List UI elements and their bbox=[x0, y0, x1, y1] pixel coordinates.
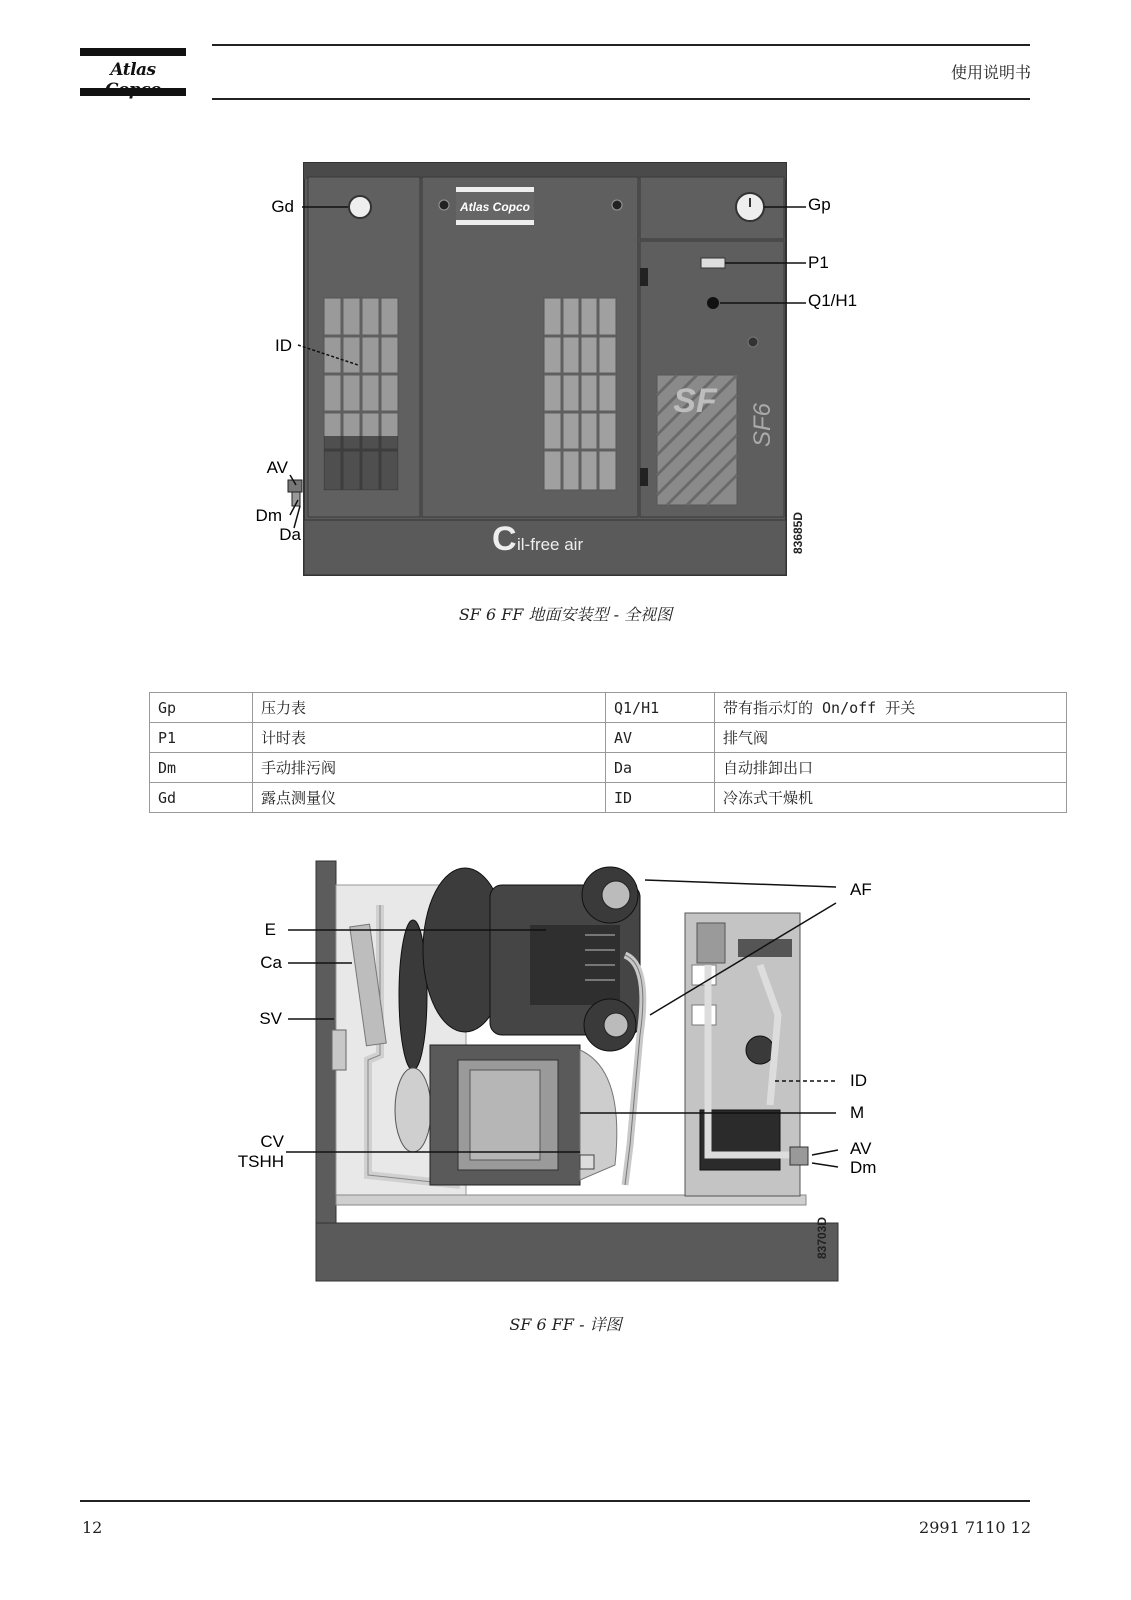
label-dm: Dm bbox=[255, 506, 282, 525]
page-number: 12 bbox=[82, 1518, 103, 1537]
legend-key: AV bbox=[606, 723, 715, 753]
dewpoint-gauge bbox=[349, 196, 371, 218]
panel-screw-right bbox=[612, 200, 622, 210]
table-row bbox=[150, 753, 1067, 783]
panel-logo: Atlas Copco bbox=[459, 200, 531, 214]
label-av: AV bbox=[266, 458, 288, 477]
label-ca: Ca bbox=[260, 953, 282, 972]
label-e: E bbox=[264, 920, 276, 939]
document-type: 使用说明书 bbox=[950, 63, 1031, 82]
motor-pulley bbox=[395, 1068, 431, 1152]
dryer-compressor bbox=[700, 1110, 780, 1170]
legend-value: 冷冻式干燥机 bbox=[715, 783, 1067, 813]
model-big-text: SF bbox=[673, 382, 717, 420]
legend-key: Gd bbox=[150, 783, 253, 813]
document-number: 2991 7110 12 bbox=[919, 1518, 1031, 1537]
figure1-caption: SF 6 FF 地面安装型 - 全视图 bbox=[458, 605, 673, 624]
label-sv: SV bbox=[259, 1009, 282, 1028]
legend-value: 计时表 bbox=[253, 723, 606, 753]
label-gd: Gd bbox=[271, 197, 294, 216]
legend-key: ID bbox=[606, 783, 715, 813]
label-cv: CV bbox=[260, 1132, 284, 1151]
safety-valve bbox=[332, 1030, 346, 1070]
legend-key: Q1/H1 bbox=[606, 693, 715, 723]
footer-rule bbox=[80, 1500, 1030, 1502]
legend-value: 排气阀 bbox=[715, 723, 1067, 753]
image-code: 83685D bbox=[791, 511, 805, 555]
legend-key: Gp bbox=[150, 693, 253, 723]
brand-logo-text: Atlas bbox=[110, 60, 156, 80]
model-side-text: SF6 bbox=[749, 402, 776, 448]
table-row bbox=[150, 723, 1067, 753]
legend-key: P1 bbox=[150, 723, 253, 753]
label-id: ID bbox=[275, 336, 292, 355]
base bbox=[316, 1223, 838, 1281]
hour-meter bbox=[701, 258, 725, 268]
oil-free-text: il-free air bbox=[517, 535, 584, 554]
legend-table bbox=[149, 692, 1067, 813]
table-row bbox=[150, 783, 1067, 813]
figure-detail-view bbox=[230, 855, 910, 1285]
image-code: 83703D bbox=[815, 1216, 829, 1260]
figure-full-view bbox=[240, 160, 880, 580]
table-row bbox=[150, 693, 1067, 723]
legend-value: 压力表 bbox=[253, 693, 606, 723]
legend-value: 自动排卸出口 bbox=[715, 753, 1067, 783]
label-af: AF bbox=[850, 880, 872, 899]
figure2-caption: SF 6 FF - 详图 bbox=[509, 1315, 622, 1334]
label-av: AV bbox=[850, 1139, 872, 1158]
label-tshh: TSHH bbox=[237, 1152, 284, 1171]
legend-value: 手动排污阀 bbox=[253, 753, 606, 783]
legend-value: 露点测量仪 bbox=[253, 783, 606, 813]
oil-free-c: C bbox=[492, 520, 517, 558]
brand-logo bbox=[80, 48, 186, 100]
label-da: Da bbox=[279, 525, 301, 544]
legend-key: Da bbox=[606, 753, 715, 783]
legend-key: Dm bbox=[150, 753, 253, 783]
label-gp: Gp bbox=[808, 195, 831, 214]
on-off-switch bbox=[707, 297, 719, 309]
label-q1h1: Q1/H1 bbox=[808, 291, 858, 310]
label-dm: Dm bbox=[850, 1158, 877, 1177]
legend-value: 带有指示灯的 On/off 开关 bbox=[715, 693, 1067, 723]
header-bottom-rule bbox=[212, 98, 1030, 100]
label-id: ID bbox=[850, 1071, 867, 1090]
label-m: M bbox=[850, 1103, 865, 1122]
header-top-rule bbox=[212, 44, 1030, 46]
label-p1: P1 bbox=[808, 253, 829, 272]
panel-screw-left bbox=[439, 200, 449, 210]
